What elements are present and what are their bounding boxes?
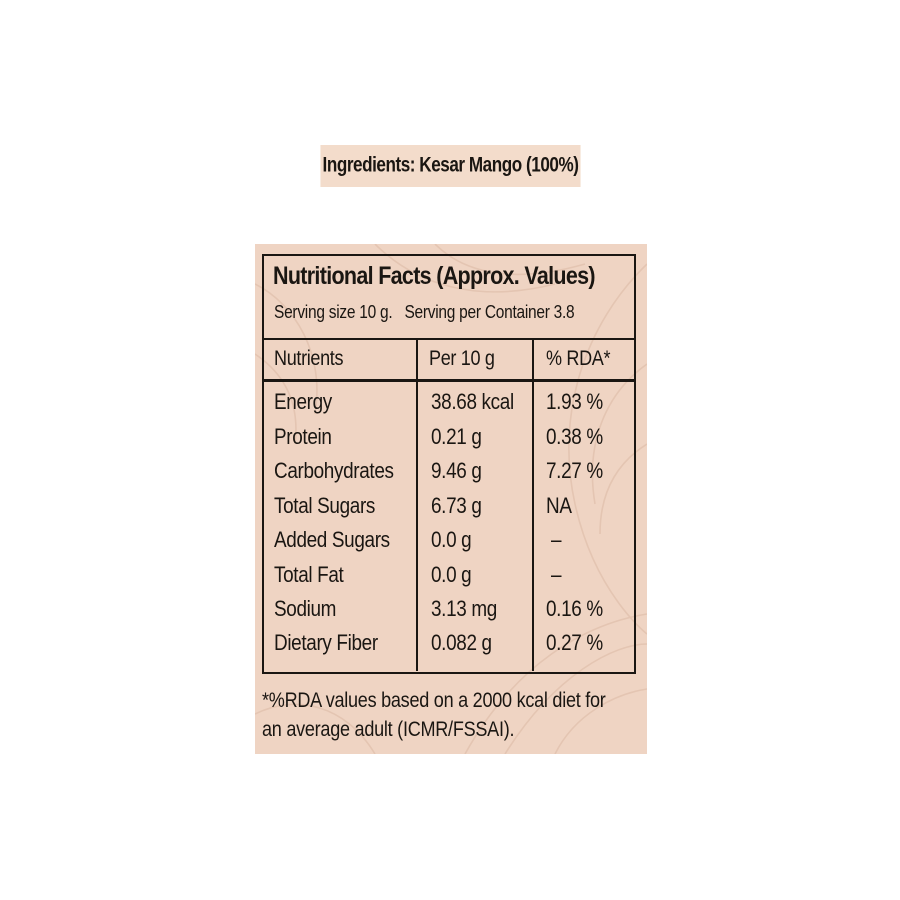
divider bbox=[264, 338, 634, 340]
nutrient-name: Carbohydrates bbox=[274, 458, 394, 483]
serving-size: Serving size 10 g. bbox=[274, 302, 393, 322]
column-divider bbox=[532, 338, 534, 671]
nutrition-facts-table bbox=[262, 254, 636, 674]
nutrient-name: Protein bbox=[274, 424, 332, 449]
footnote-line: an average adult (ICMR/FSSAI). bbox=[262, 718, 515, 741]
nutrient-amount: 9.46 g bbox=[431, 458, 482, 483]
nutrient-amount: 0.0 g bbox=[431, 562, 472, 587]
nutrient-name: Total Fat bbox=[274, 562, 344, 587]
nutrient-rda: 0.27 % bbox=[546, 630, 603, 655]
footnote-line: *%RDA values based on a 2000 kcal diet for bbox=[262, 689, 606, 712]
column-divider bbox=[416, 338, 418, 671]
serving-info bbox=[274, 302, 574, 323]
header-rda: % RDA* bbox=[546, 347, 611, 370]
serving-per-container: Serving per Container 3.8 bbox=[404, 302, 575, 322]
nutrient-rda: 7.27 % bbox=[546, 458, 603, 483]
nutrient-name: Added Sugars bbox=[274, 527, 390, 552]
nutrient-name: Sodium bbox=[274, 596, 337, 621]
nutrition-panel bbox=[255, 244, 647, 754]
ingredients-text: Ingredients: Kesar Mango (100%) bbox=[322, 153, 579, 177]
nutrient-rda: 0.38 % bbox=[546, 424, 603, 449]
nutrient-rda: – bbox=[551, 527, 562, 552]
divider bbox=[264, 379, 634, 382]
header-nutrients: Nutrients bbox=[274, 347, 344, 370]
nutrient-rda: 0.16 % bbox=[546, 596, 603, 621]
nutrient-amount: 0.21 g bbox=[431, 424, 482, 449]
nutrient-rda: 1.93 % bbox=[546, 389, 603, 414]
nutrient-amount: 6.73 g bbox=[431, 493, 482, 518]
nutrient-rda: NA bbox=[546, 493, 572, 518]
header-per-serving: Per 10 g bbox=[429, 347, 495, 370]
nutrient-amount: 3.13 mg bbox=[431, 596, 497, 621]
nutrient-rda: – bbox=[551, 562, 562, 587]
nutrient-amount: 0.0 g bbox=[431, 527, 472, 552]
ingredients-label bbox=[320, 145, 580, 187]
nutrient-name: Energy bbox=[274, 389, 332, 414]
nutrient-name: Total Sugars bbox=[274, 493, 376, 518]
facts-title: Nutritional Facts (Approx. Values) bbox=[273, 262, 595, 290]
rda-footnote bbox=[262, 686, 632, 744]
nutrient-amount: 0.082 g bbox=[431, 630, 492, 655]
nutrient-name: Dietary Fiber bbox=[274, 630, 378, 655]
nutrient-amount: 38.68 kcal bbox=[431, 389, 514, 414]
